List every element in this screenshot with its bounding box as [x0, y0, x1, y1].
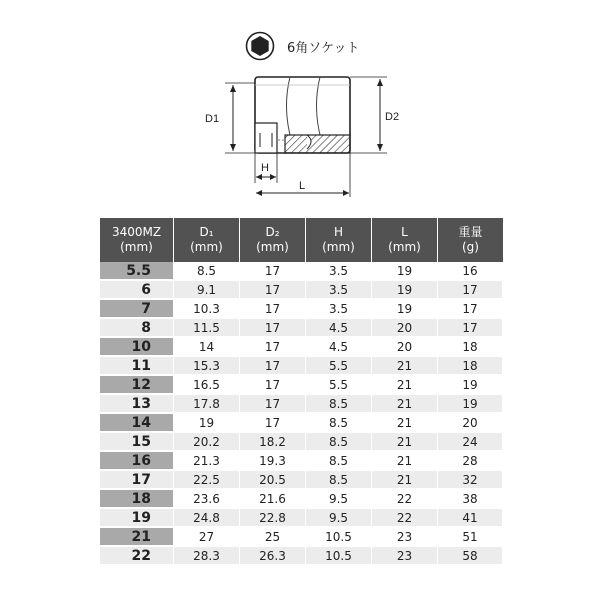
- cell-l: 20: [372, 319, 438, 338]
- cell-d2: 20.5: [240, 471, 306, 490]
- cell-model: 14: [100, 414, 174, 433]
- table-row: [100, 433, 503, 452]
- cell-weight: 32: [438, 471, 503, 490]
- cell-model: 15: [100, 433, 174, 452]
- cell-weight: 17: [438, 319, 503, 338]
- table-row: [100, 547, 503, 566]
- cell-d1: 27: [174, 528, 240, 547]
- cell-d1: 10.3: [174, 300, 240, 319]
- table-row: [100, 262, 503, 281]
- cell-l: 21: [372, 433, 438, 452]
- cell-d1: 22.5: [174, 471, 240, 490]
- cell-h: 8.5: [306, 433, 372, 452]
- cell-d1: 23.6: [174, 490, 240, 509]
- cell-weight: 17: [438, 300, 503, 319]
- cell-d2: 17: [240, 395, 306, 414]
- table-row: [100, 452, 503, 471]
- cell-d1: 20.2: [174, 433, 240, 452]
- cell-model: 17: [100, 471, 174, 490]
- cell-h: 10.5: [306, 547, 372, 566]
- header-d2: D₂ (mm): [240, 218, 306, 262]
- label-h: H: [261, 162, 269, 174]
- cell-h: 8.5: [306, 414, 372, 433]
- cell-h: 9.5: [306, 490, 372, 509]
- cell-d1: 8.5: [174, 262, 240, 281]
- table-header-row: [100, 218, 503, 262]
- cell-model: 21: [100, 528, 174, 547]
- cell-l: 19: [372, 300, 438, 319]
- cell-weight: 58: [438, 547, 503, 566]
- cell-model: 22: [100, 547, 174, 566]
- cell-weight: 28: [438, 452, 503, 471]
- table-row: [100, 376, 503, 395]
- cell-l: 23: [372, 528, 438, 547]
- cell-d2: 17: [240, 319, 306, 338]
- header-d1: D₁ (mm): [174, 218, 240, 262]
- label-d1: D1: [205, 113, 220, 125]
- cell-model: 11: [100, 357, 174, 376]
- cell-weight: 17: [438, 281, 503, 300]
- cell-weight: 16: [438, 262, 503, 281]
- cell-d2: 17: [240, 300, 306, 319]
- header-l: L (mm): [372, 218, 438, 262]
- cell-l: 21: [372, 452, 438, 471]
- cell-l: 21: [372, 471, 438, 490]
- cell-model: 16: [100, 452, 174, 471]
- title-row: [245, 30, 360, 62]
- table-row: [100, 414, 503, 433]
- table-row: [100, 395, 503, 414]
- cell-l: 21: [372, 414, 438, 433]
- table-row: [100, 338, 503, 357]
- cell-model: 10: [100, 338, 174, 357]
- header-area: [0, 0, 600, 215]
- cell-h: 5.5: [306, 376, 372, 395]
- cell-weight: 24: [438, 433, 503, 452]
- cell-d2: 26.3: [240, 547, 306, 566]
- socket-diagram: [195, 65, 405, 205]
- cell-d1: 17.8: [174, 395, 240, 414]
- cell-h: 3.5: [306, 281, 372, 300]
- cell-d1: 19: [174, 414, 240, 433]
- page-title: 6角ソケット: [287, 40, 360, 56]
- cell-model: 12: [100, 376, 174, 395]
- cell-weight: 20: [438, 414, 503, 433]
- cell-l: 22: [372, 490, 438, 509]
- cell-d1: 11.5: [174, 319, 240, 338]
- label-l: L: [299, 180, 306, 192]
- cell-d1: 14: [174, 338, 240, 357]
- table-row: [100, 528, 503, 547]
- cell-d2: 17: [240, 281, 306, 300]
- table-row: [100, 281, 503, 300]
- cell-d1: 28.3: [174, 547, 240, 566]
- header-model: 3400MZ (mm): [100, 218, 174, 262]
- cell-h: 10.5: [306, 528, 372, 547]
- cell-l: 21: [372, 357, 438, 376]
- label-d2: D2: [385, 111, 400, 123]
- cell-d2: 19.3: [240, 452, 306, 471]
- header-weight: 重量 (g): [438, 218, 503, 262]
- cell-l: 19: [372, 281, 438, 300]
- cell-h: 9.5: [306, 509, 372, 528]
- cell-weight: 19: [438, 376, 503, 395]
- table-row: [100, 319, 503, 338]
- table-row: [100, 490, 503, 509]
- cell-model: 6: [100, 281, 174, 300]
- cell-model: 8: [100, 319, 174, 338]
- hexagon-icon: [245, 31, 275, 61]
- cell-d1: 21.3: [174, 452, 240, 471]
- cell-h: 3.5: [306, 262, 372, 281]
- cell-h: 4.5: [306, 319, 372, 338]
- table-row: [100, 300, 503, 319]
- cell-l: 23: [372, 547, 438, 566]
- cell-weight: 38: [438, 490, 503, 509]
- cell-model: 7: [100, 300, 174, 319]
- cell-l: 19: [372, 262, 438, 281]
- cell-h: 8.5: [306, 452, 372, 471]
- header-h: H (mm): [306, 218, 372, 262]
- cell-d1: 15.3: [174, 357, 240, 376]
- cell-l: 22: [372, 509, 438, 528]
- cell-weight: 18: [438, 357, 503, 376]
- cell-h: 4.5: [306, 338, 372, 357]
- cell-d2: 18.2: [240, 433, 306, 452]
- cell-d1: 16.5: [174, 376, 240, 395]
- cell-weight: 19: [438, 395, 503, 414]
- cell-h: 8.5: [306, 471, 372, 490]
- cell-d1: 24.8: [174, 509, 240, 528]
- cell-model: 5.5: [100, 262, 174, 281]
- cell-d2: 17: [240, 262, 306, 281]
- cell-weight: 41: [438, 509, 503, 528]
- cell-d2: 25: [240, 528, 306, 547]
- cell-h: 8.5: [306, 395, 372, 414]
- cell-d2: 21.6: [240, 490, 306, 509]
- cell-h: 3.5: [306, 300, 372, 319]
- cell-l: 21: [372, 395, 438, 414]
- cell-weight: 18: [438, 338, 503, 357]
- cell-d2: 17: [240, 414, 306, 433]
- cell-d2: 17: [240, 376, 306, 395]
- cell-l: 21: [372, 376, 438, 395]
- cell-model: 19: [100, 509, 174, 528]
- cell-h: 5.5: [306, 357, 372, 376]
- cell-d1: 9.1: [174, 281, 240, 300]
- table-row: [100, 357, 503, 376]
- cell-l: 20: [372, 338, 438, 357]
- cell-d2: 17: [240, 338, 306, 357]
- table-row: [100, 471, 503, 490]
- cell-model: 13: [100, 395, 174, 414]
- table-row: [100, 509, 503, 528]
- spec-table: [100, 218, 503, 566]
- cell-d2: 17: [240, 357, 306, 376]
- cell-d2: 22.8: [240, 509, 306, 528]
- cell-model: 18: [100, 490, 174, 509]
- cell-weight: 51: [438, 528, 503, 547]
